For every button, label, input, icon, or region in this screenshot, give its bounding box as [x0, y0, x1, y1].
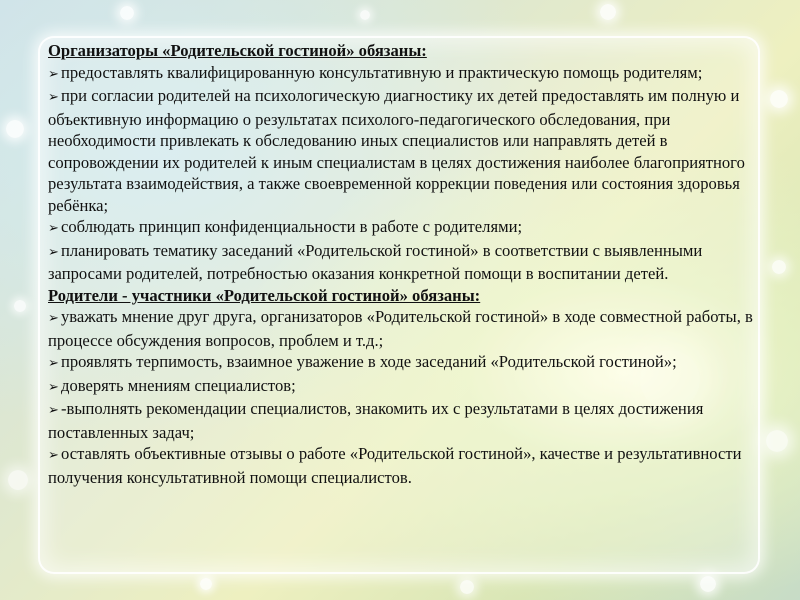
list-item: ➢ проявлять терпимость, взаимное уважение в ходе заседаний «Родительской гостиной»; [48, 351, 760, 375]
bokeh-light [14, 300, 26, 312]
list-item: ➢ предоставлять квалифицированную консультативную и практическую помощь родителям; [48, 62, 760, 86]
organizers-heading: Организаторы «Родительской гостиной» обязаны: [48, 41, 427, 60]
document-body [48, 40, 760, 488]
bokeh-light [766, 430, 788, 452]
arrow-bullet-icon: ➢ [48, 90, 59, 105]
arrow-bullet-icon: ➢ [48, 356, 59, 371]
bokeh-light [460, 580, 474, 594]
organizer-list [48, 62, 760, 285]
bokeh-light [120, 6, 134, 20]
bokeh-light [772, 260, 786, 274]
arrow-bullet-icon: ➢ [48, 221, 59, 236]
list-item: ➢ планировать тематику заседаний «Родительской гостиной» в соответствии с выявленными запросами родителей, потребностью оказания конкретной помощи в воспитании детей. [48, 240, 703, 283]
parents-heading: Родители - участники «Родительской гостиной» обязаны: [48, 285, 481, 305]
parent-list [48, 306, 760, 488]
list-item: ➢ уважать мнение друг друга, организаторов «Родительской гостиной» в ходе совместной работы, в процессе обсуждения вопросов, проблем и т.д.; [48, 307, 753, 350]
bokeh-light [6, 120, 24, 138]
list-item: ➢ при согласии родителей на психологическую диагностику их детей предоставлять им полную и объективную информацию о результатах психолого-педагогического обследования, при необходимости привлекать к обследованию иных специалистов или направлять детей в сопровождении их родителей к иным специалистам в целях достижения наиболее благоприятного результата взаимодействия, а также своевременной коррекции поведения или состояния здоровья ребёнка; [48, 86, 745, 215]
arrow-bullet-icon: ➢ [48, 311, 59, 326]
arrow-bullet-icon: ➢ [48, 403, 59, 418]
arrow-bullet-icon: ➢ [48, 244, 59, 260]
list-item: ➢ соблюдать принцип конфиденциальности в работе с родителями; [48, 216, 760, 240]
bokeh-light [8, 470, 28, 490]
bokeh-light [700, 576, 716, 592]
bokeh-light [600, 4, 616, 20]
list-item: ➢ -выполнять рекомендации специалистов, знакомить их с результатами в целях достижения поставленных задач; [48, 399, 704, 442]
arrow-bullet-icon: ➢ [48, 448, 59, 463]
arrow-bullet-icon: ➢ [48, 379, 59, 395]
arrow-bullet-icon: ➢ [48, 66, 59, 82]
list-item: ➢ оставлять объективные отзывы о работе «Родительской гостиной», качестве и результативности получения консультативной помощи специалистов. [48, 444, 742, 487]
list-item: ➢ доверять мнениям специалистов; [48, 375, 760, 399]
bokeh-light [360, 10, 370, 20]
bokeh-light [200, 578, 212, 590]
bokeh-light [770, 90, 788, 108]
